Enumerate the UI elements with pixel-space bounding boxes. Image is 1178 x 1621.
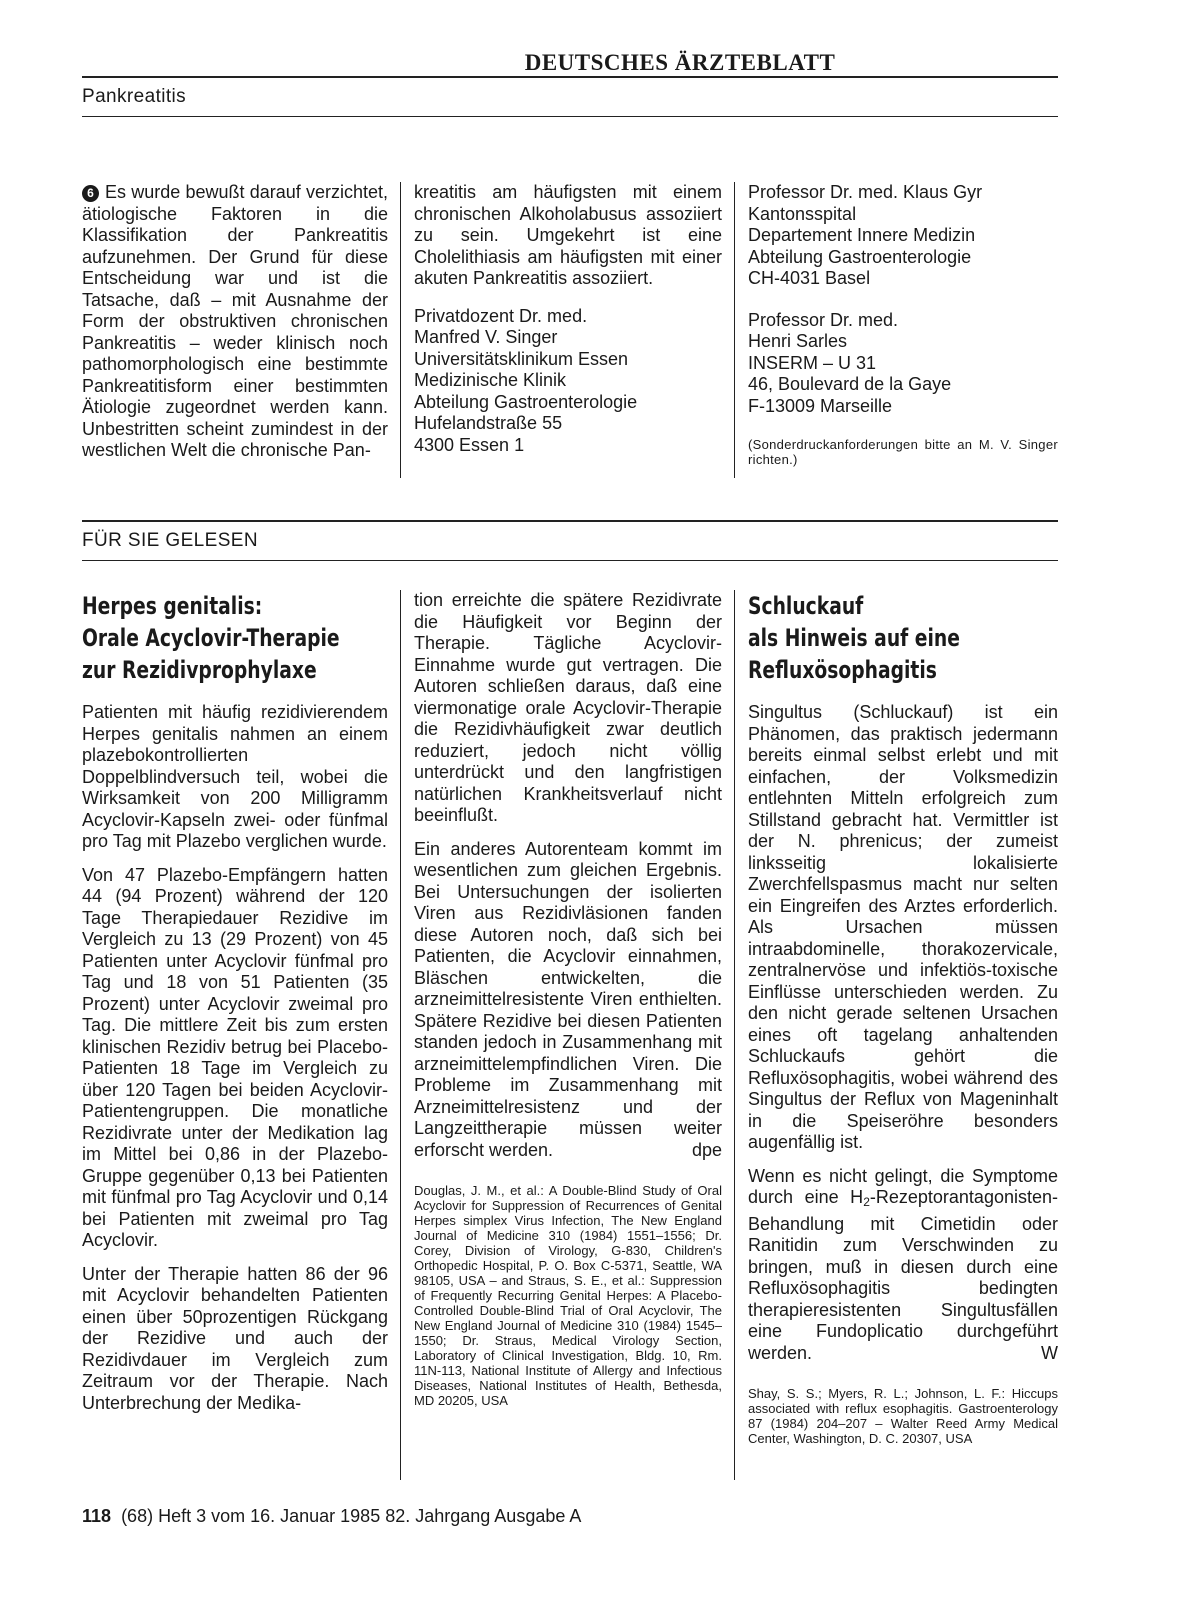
- section-label: Pankreatitis: [82, 86, 187, 107]
- top-col2-text: kreatitis am häufigsten mit einem chronischen Alkoholabusus assoziiert zu sein. Umgekehrt ist eine Cholelithiasis am häufigsten mit einer akuten Pankreatitis assoziiert.: [414, 182, 722, 288]
- column-divider: [400, 590, 401, 1480]
- article1-paragraph: Patienten mit häufig rezidivierendem Herpes genitalis nahmen an einem plazebokontrollierten Doppelblindversuch teil, wobei die Wirksamkeit von 200 Milligramm Acyclovir-Kapseln zwei- oder fünfmal pro Tag mit Plazebo verglichen wurde.: [82, 702, 388, 851]
- article1-paragraph-signed: [414, 839, 722, 1162]
- article2-text: Wenn es nicht gelingt, die Symptome durch eine H: [748, 1165, 1058, 1207]
- top-column-3: [748, 182, 1058, 467]
- address-line: Medizinische Klinik: [414, 370, 567, 390]
- address-line: Kantonsspital: [748, 203, 857, 224]
- item-marker-icon: 6: [82, 185, 99, 202]
- address-line: CH-4031 Basel: [748, 268, 871, 288]
- article1-paragraph: Ein anderes Autorenteam kommt im wesentlichen zum gleichen Ergebnis. Bei Untersuchungen der isolierten Viren aus Rezidivläsionen fanden diese Autoren noch, daß sich bei Patienten, die Acyclovir einnahmen, Bläschen entwickelten, die arzneimittelresistente Viren enthielten. Spätere Rezidive bei diesen Patienten standen jedoch in Zusammenhang mit arzneimittelempfindlichen Viren. Die Probleme im Zusammenhang mit Arzneimittelresistenz und der Langzeittherapie müssen weiter erforscht werden.: [414, 838, 722, 1160]
- title-line: Herpes genitalis:: [82, 592, 263, 620]
- article1-references: Douglas, J. M., et al.: A Double-Blind Study of Oral Acyclovir for Suppression of Recurrences of Genital Herpes simplex Virus Infection, The New England Journal of Medicine 310 (1984) 1551–1556; Dr. Corey, Division of Virology, G-830, Children's Orthopedic Hospital, P. O. Box C-5371, Seattle, WA 98105, USA – and Straus, S. E., et al.: Suppression of Frequently Recurring Genital Herpes: A Placebo-Controlled Double-Blind Trial of Oral Acyclovir, The New England Journal of Medicine 310 (1984) 1545–1550; Dr. Straus, Medical Virology Section, Laboratory of Clinical Investigation, Bldg. 10, Rm. 11N-113, National Institute of Allergy and Infectious Diseases, National Institutes of Health, Bethesda, MD 20205, USA: [414, 1183, 722, 1408]
- masthead: DEUTSCHES ÄRZTEBLATT: [524, 50, 836, 75]
- address-line: Departement Innere Medizin: [748, 225, 976, 245]
- masthead-rule: [82, 76, 1058, 78]
- address-line: Abteilung Gastroenterologie: [748, 246, 972, 267]
- article2-column: [748, 590, 1058, 1446]
- article1-paragraph: Von 47 Plazebo-Empfängern hatten 44 (94 Prozent) während der 120 Tage Therapiedauer Rezidive im Vergleich zu 13 (29 Prozent) von 45 Patienten unter Acyclovir fünfmal pro Tag und 18 von 51 Patienten (35 Prozent) unter Acyclovir zweimal pro Tag. Die mittlere Zeit bis zum ersten klinischen Rezidiv betrug bei Placebo-Patienten 18 Tage im Vergleich zu über 120 Tagen bei beiden Acyclovir-Patientengruppen. Die monatliche Rezidivrate unter der Medikation lag im Mittel bei 0,86 in der Plazebo-Gruppe gegenüber 0,13 bei Patienten mit fünfmal pro Tag Acyclovir und 0,14 bei Patienten mit zweimal pro Tag Acyclovir.: [82, 864, 388, 1250]
- singer-address: [414, 306, 722, 457]
- top-col1-text: Es wurde bewußt darauf verzichtet, ätiologische Faktoren in die Klassifikation der Pankreatitis aufzunehmen. Der Grund für diese Entscheidung war und ist die Tatsache, daß – mit Ausnahme der Form der obstruktiven chronischen Pankreatitis – weder klinisch noch pathomorphologisch eine bestimmte Pankreatitisform einer bestimmten Ätiologie zugeordnet werden kann. Unbestritten scheint zumindest in der westlichen Welt die chronische Pan-: [82, 182, 388, 460]
- article2-paragraph: Singultus (Schluckauf) ist ein Phänomen, das praktisch jedermann bereits einmal selbst erlebt und mit einfachen, der Volksmedizin entlehnten Mitteln erfolgreich zum Stillstand gebracht hat. Vermittler ist der N. phrenicus; der zumeist linksseitig lokalisierte Zwerchfellspasmus macht nur selten ein Eingreifen des Arztes erforderlich. Als Ursachen müssen intraabdominelle, thorakozervicale, zentralnervöse und infektiös-toxische Einflüsse unterschieden werden. Zu den nicht gerade seltenen Ursachen eines oft tagelang anhaltenden Schluckaufs gehört die Refluxösophagitis, wobei während des Singultus der Reflux von Mageninhalt in die Speiseröhre besonders augenfällig ist.: [748, 702, 1058, 1152]
- column-divider: [400, 182, 401, 478]
- address-line: F-13009 Marseille: [748, 395, 893, 416]
- top-column-1: [82, 182, 388, 474]
- article1-paragraph: tion erreichte die spätere Rezidivrate die Häufigkeit vor Beginn der Therapie. Tägliche Acyclovir-Einnahme wurde gut vertragen. Die Autoren schließen daraus, daß eine viermonatige orale Acyclovir-Therapie die Rezidivhäufigkeit zwar deutlich reduziert, jedoch nicht völlig unterdrückt und den langfristigen natürlichen Krankheitsverlauf nicht beeinflußt.: [414, 590, 722, 825]
- reprint-note: (Sonderdruckanforderungen bitte an M. V. Singer richten.): [748, 437, 1058, 467]
- sarles-address: [748, 310, 1058, 418]
- top-column-2: [414, 182, 722, 456]
- article1-column-2: [414, 590, 722, 1408]
- title-line: zur Rezidivprophylaxe: [82, 656, 317, 684]
- address-line: Professor Dr. med.: [748, 309, 899, 330]
- address-line: 46, Boulevard de la Gaye: [748, 374, 952, 394]
- article2-title: [748, 590, 1044, 686]
- column-divider: [734, 590, 735, 1480]
- subscript: 2: [863, 1195, 870, 1209]
- title-line: Orale Acyclovir-Therapie: [82, 624, 340, 652]
- page-number: 118: [82, 1506, 112, 1526]
- page-footer: [82, 1506, 581, 1527]
- address-line: Manfred V. Singer: [414, 327, 558, 347]
- article2-paragraph-signed: [748, 1166, 1058, 1365]
- article1-title: [82, 590, 378, 686]
- title-line: Schluckauf: [748, 592, 864, 620]
- address-line: Privatdozent Dr. med.: [414, 305, 588, 326]
- article2-references: Shay, S. S.; Myers, R. L.; Johnson, L. F.: Hiccups associated with reflux esophagitis. Gastroenterology 87 (1984) 204–207 – Walter Reed Army Medical Center, Washington, D. C. 20307, USA: [748, 1386, 1058, 1446]
- article1-signature: dpe: [691, 1139, 722, 1160]
- column-divider: [734, 182, 735, 478]
- article1-paragraph: Unter der Therapie hatten 86 der 96 mit Acyclovir behandelten Patienten einen über 50prozentigen Rückgang der Rezidive und auch der Rezidivdauer im Vergleich zum Zeitraum vor der Therapie. Nach Unterbrechung der Medika-: [82, 1263, 388, 1413]
- address-line: INSERM – U 31: [748, 352, 877, 373]
- address-line: 4300 Essen 1: [414, 434, 525, 455]
- address-line: Abteilung Gastroenterologie: [414, 391, 638, 412]
- title-line: Refluxösophagitis: [748, 656, 937, 684]
- address-line: Universitätsklinikum Essen: [414, 348, 629, 369]
- address-line: Henri Sarles: [748, 331, 848, 351]
- issue-info: (68) Heft 3 vom 16. Januar 1985 82. Jahrgang Ausgabe A: [121, 1506, 582, 1526]
- gelesen-section-label: FÜR SIE GELESEN: [82, 530, 258, 551]
- section-rule: [82, 116, 1058, 117]
- address-line: Professor Dr. med. Klaus Gyr: [748, 182, 983, 202]
- gelesen-bottom-rule: [82, 560, 1058, 561]
- gyr-address: [748, 182, 1058, 290]
- article1-column-1: [82, 590, 388, 1426]
- gelesen-top-rule: [82, 520, 1058, 522]
- article2-text: -Rezeptorantagonisten-Behandlung mit Cimetidin oder Ranitidin zum Verschwinden zu bringen, muß in diesen durch eine Refluxösophagitis bedingten therapieresistenten Singultusfällen eine Fundoplicatio durchgeführt werden.: [748, 1187, 1058, 1363]
- address-line: Hufelandstraße 55: [414, 413, 563, 433]
- article2-signature: W: [1041, 1342, 1058, 1363]
- title-line: als Hinweis auf eine: [748, 624, 960, 652]
